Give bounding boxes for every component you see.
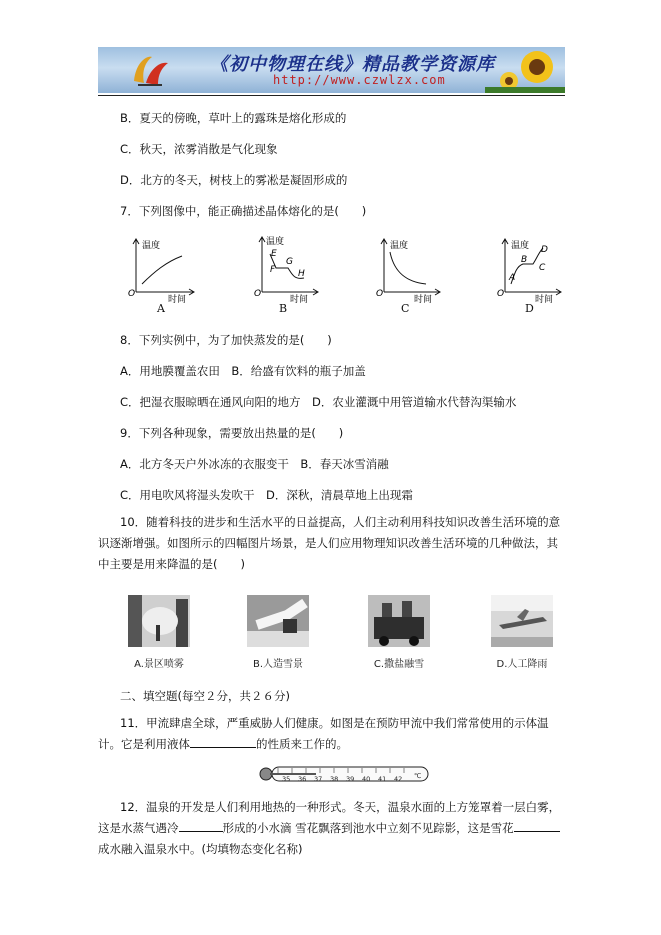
q12-question <box>98 797 568 860</box>
graph-a-origin: O <box>128 289 136 299</box>
graph-d-ylabel: 温度 <box>511 241 530 251</box>
photo-artificial-snow <box>247 595 309 647</box>
header-banner <box>98 47 565 93</box>
graph-b <box>254 234 324 305</box>
graph-b-origin: O <box>254 289 262 299</box>
q9-options-ab: A．北方冬天户外冰冻的衣服变干 B．春天冰雪消融 <box>120 457 389 471</box>
thermo-tick-39: 39 <box>346 775 355 783</box>
photo-caption-a: A.景区喷雾 <box>134 659 184 670</box>
graph-c-xlabel: 时间 <box>414 295 433 305</box>
graph-d-xlabel: 时间 <box>535 295 554 305</box>
thermo-tick-42: 42 <box>394 775 403 783</box>
q9-question: 9．下列各种现象，需要放出热量的是( ) <box>120 426 344 440</box>
graph-b-ylabel: 温度 <box>266 237 285 247</box>
thermo-tick-35: 35 <box>282 775 291 783</box>
graph-b-point-f: F <box>270 265 276 275</box>
q10-question: 10．随着科技的进步和生活水平的日益提高，人们主动利用科技知识改善生活环境的意识逐渐增强。如图所示的四幅图片场景，是人们应用物理知识改善生活环境的几种做法，其中主要是用来降温的是( ) <box>98 515 561 571</box>
photo-scenic-spray <box>128 595 190 647</box>
graph-a-label: A <box>157 302 165 315</box>
graph-c <box>376 236 446 305</box>
q12-text-1: 12．温泉的开发是人们利用地热的一种形式。冬天，温泉水面的上方笼罩着一层白雾，这是水蒸气遇冷 <box>98 800 561 835</box>
thermo-tick-36: 36 <box>298 775 307 783</box>
graph-b-point-h: H <box>298 269 305 279</box>
q9-options-cd: C．用电吹风将湿头发吹干 D．深秋，清晨草地上出现霜 <box>120 488 413 502</box>
q11-question <box>98 713 568 755</box>
graph-c-label: C <box>401 302 410 315</box>
q6-option-d: D．北方的冬天，树枝上的雾凇是凝固形成的 <box>120 173 348 187</box>
thermo-unit: ℃ <box>414 772 422 780</box>
thermo-tick-40: 40 <box>362 775 371 783</box>
graph-d-point-d: D <box>541 245 548 255</box>
thermometer-icon <box>256 764 434 784</box>
graph-a-ylabel: 温度 <box>142 241 161 251</box>
q6-option-c: C．秋天，浓雾消散是气化现象 <box>120 142 278 156</box>
banner-title: 《初中物理在线》精品教学资源库 <box>210 54 495 75</box>
sunflower-icon <box>485 47 565 93</box>
thermo-tick-37: 37 <box>314 775 323 783</box>
header-divider <box>98 95 565 96</box>
graph-a-xlabel: 时间 <box>168 295 187 305</box>
graph-b-point-e: E <box>271 249 277 259</box>
photo-caption-d: D.人工降雨 <box>496 659 548 670</box>
graph-a <box>128 236 198 305</box>
banner-url[interactable]: http://www.czwlzx.com <box>273 73 446 87</box>
q11-text-2: 的性质来工作的。 <box>256 737 348 751</box>
graph-d <box>497 236 567 305</box>
q11-text-1: 11．甲流肆虐全球，严重威胁人们健康。如图是在预防甲流中我们常常使用的示体温计。它是利用液体 <box>98 716 549 751</box>
graph-c-ylabel: 温度 <box>390 241 409 251</box>
q6-option-b: B．夏天的傍晚，草叶上的露珠是熔化形成的 <box>120 111 347 125</box>
q8-question: 8．下列实例中，为了加快蒸发的是( ) <box>120 333 332 347</box>
graph-d-point-c: C <box>539 263 546 273</box>
q8-options-cd: C．把湿衣服晾晒在通风向阳的地方 D．农业灌溉中用管道输水代替沟渠输水 <box>120 395 517 409</box>
logo-icon <box>128 51 172 89</box>
q12-text-2: 形成的小水滴 雪花飘落到池水中立刻不见踪影，这是雪花 <box>222 821 514 835</box>
graph-d-label: D <box>525 302 534 315</box>
q8-options-ab: A．用地膜覆盖农田 B．给盛有饮料的瓶子加盖 <box>120 364 366 378</box>
section-fill-in-title: 二、填空题(每空２分，共２６分) <box>120 689 290 703</box>
q12-blank-1[interactable] <box>179 819 223 832</box>
graph-d-point-a: A <box>509 273 516 283</box>
graph-b-label: B <box>279 302 288 315</box>
thermo-tick-38: 38 <box>330 775 339 783</box>
q7-question: 7．下列图像中，能正确描述晶体熔化的是( ) <box>120 204 367 218</box>
graph-b-point-g: G <box>286 257 293 267</box>
thermo-tick-41: 41 <box>378 775 387 783</box>
photo-caption-c: C.撒盐融雪 <box>373 659 425 670</box>
q11-blank[interactable] <box>190 735 256 748</box>
graph-b-xlabel: 时间 <box>290 295 309 305</box>
photo-caption-b: B.人造雪景 <box>252 659 304 670</box>
graph-d-origin: O <box>497 289 505 299</box>
q12-text-3: 成水融入温泉水中。(均填物态变化名称) <box>98 842 303 856</box>
photo-artificial-rain <box>491 595 553 647</box>
q12-blank-2[interactable] <box>514 819 560 832</box>
graph-d-point-b: B <box>521 255 528 265</box>
graph-c-origin: O <box>376 289 384 299</box>
photo-salt-snow <box>368 595 430 647</box>
